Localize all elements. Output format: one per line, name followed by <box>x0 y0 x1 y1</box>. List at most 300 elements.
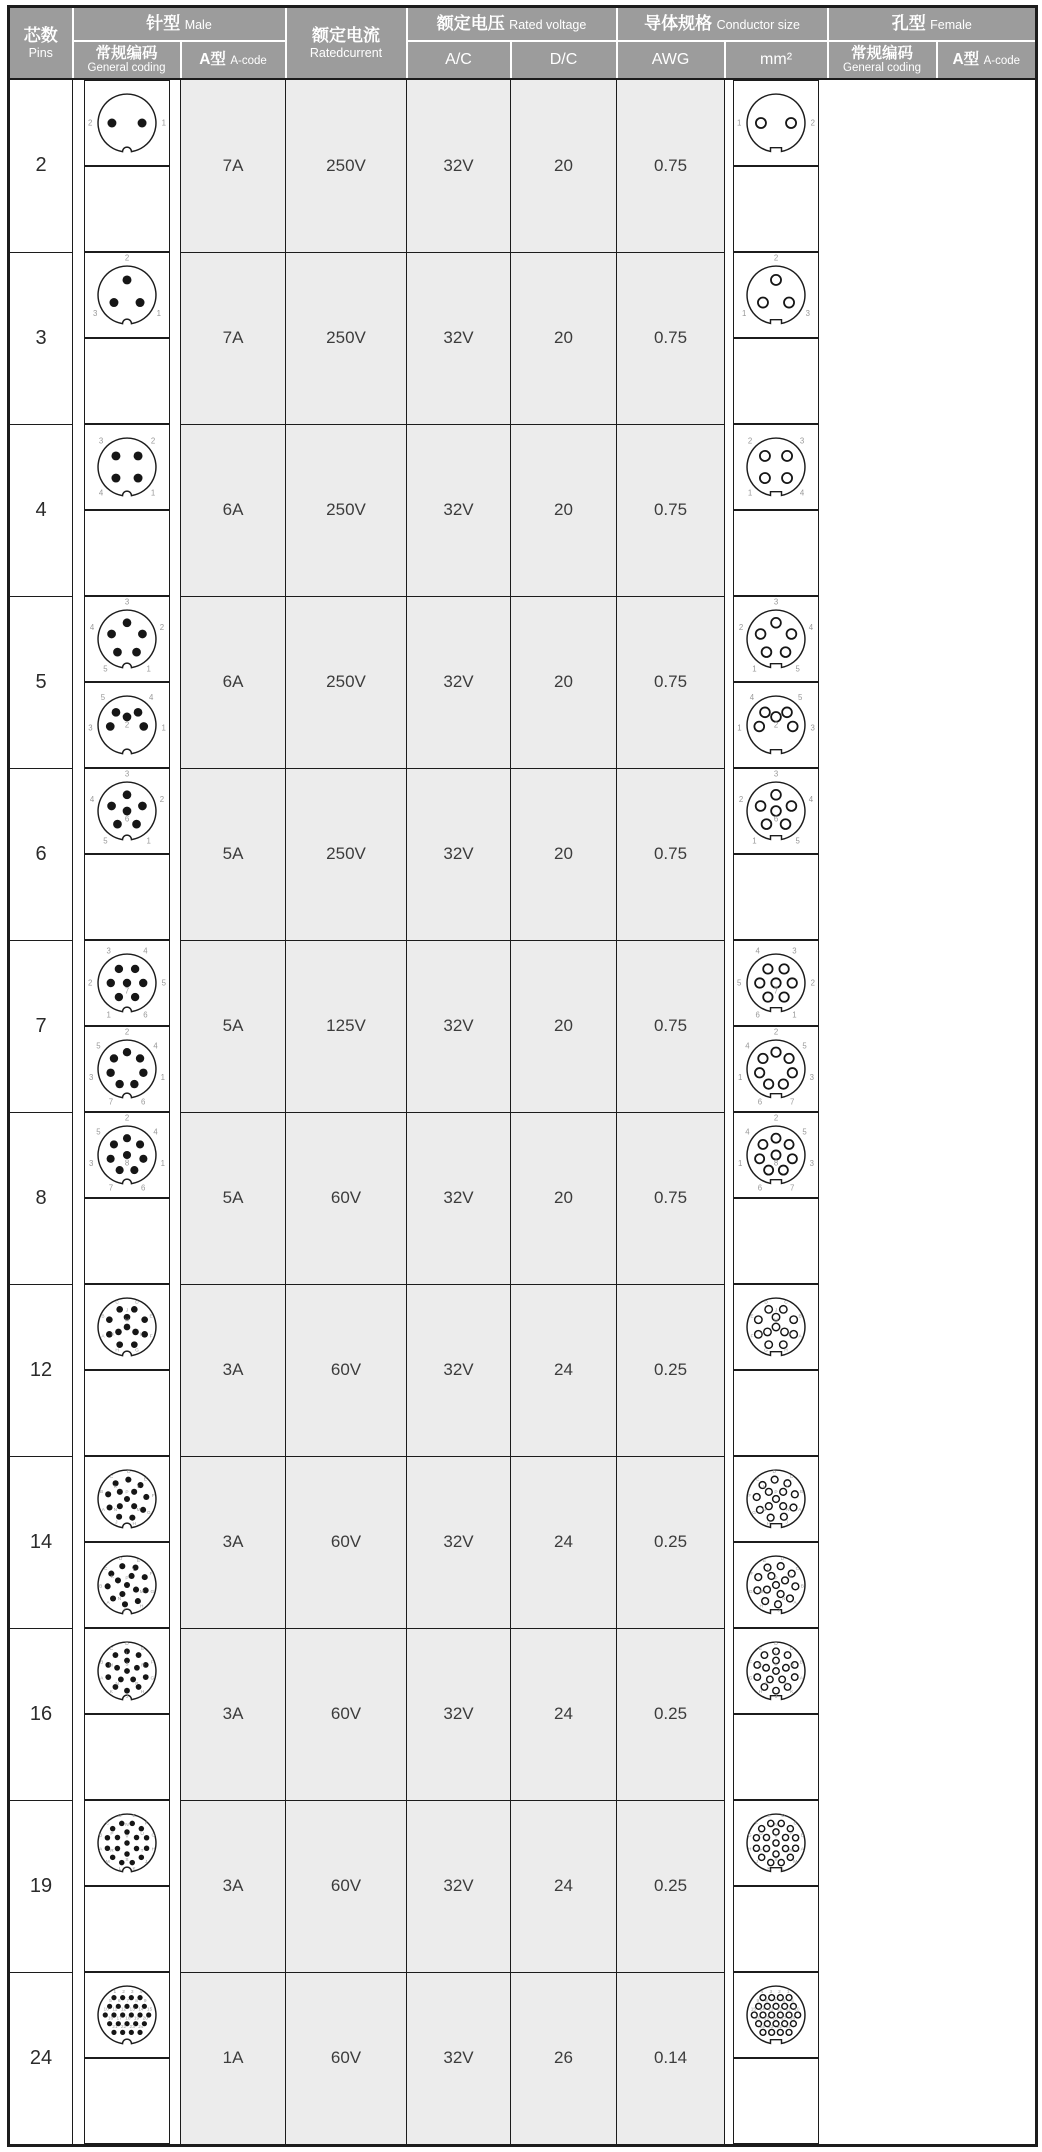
pin-number-label <box>765 1998 768 2004</box>
pin-number-label <box>143 1998 146 2004</box>
ac-voltage-cell: 60V <box>286 1972 407 2146</box>
male-pin-contact <box>139 979 147 987</box>
pin-number-label <box>759 1689 763 1695</box>
ac-voltage-cell: 250V <box>286 768 407 940</box>
pin-number-label <box>133 2015 139 2021</box>
pin-number-label <box>115 1681 119 1687</box>
pins-count-cell: 8 <box>9 1112 73 1284</box>
pin-number-label <box>790 1474 794 1480</box>
pin-number-label <box>803 1041 808 1050</box>
awg-cell: 20 <box>511 79 617 252</box>
male-pin-contact <box>106 1504 112 1510</box>
female-socket-contact <box>785 1652 791 1658</box>
male-pin-contact <box>115 1080 123 1088</box>
pin-number-label <box>751 1314 754 1320</box>
pin-number-label <box>775 1662 778 1668</box>
female-socket-contact <box>763 992 772 1001</box>
female-socket-contact <box>792 1583 799 1590</box>
ac-voltage-cell: 250V <box>286 596 407 768</box>
pin-number-label <box>153 1041 158 1050</box>
pin-number-label <box>786 2024 792 2030</box>
female-socket-contact <box>781 1328 788 1335</box>
male-general-cell <box>84 940 170 1026</box>
pin-number-label <box>811 724 815 733</box>
female-socket-contact <box>780 1306 787 1313</box>
ac-voltage-cell: 60V <box>286 1800 407 1972</box>
female-socket-contact <box>760 473 770 483</box>
pin-number-label <box>99 1832 102 1838</box>
pin-number-label <box>98 489 103 498</box>
male-pin-contact <box>122 1048 130 1056</box>
female-acode-cell <box>733 682 819 768</box>
pin-number-label <box>760 2007 766 2013</box>
pin-number-label <box>108 1184 112 1193</box>
pin-number-label <box>148 693 153 702</box>
pin-number-label <box>139 1989 142 1995</box>
male-pin-contact <box>115 1329 122 1336</box>
male-acode-cell <box>84 854 170 940</box>
pin-number-label <box>146 1510 150 1516</box>
header-pins-en: Pins <box>28 45 53 60</box>
dc-voltage-cell: 32V <box>407 1800 511 1972</box>
male-general-cell <box>84 1456 170 1542</box>
pin-number-label <box>775 1857 778 1863</box>
pins-count-cell: 3 <box>9 252 73 424</box>
rated-current-cell: 3A <box>181 1628 286 1800</box>
male-pin-contact <box>124 1668 130 1674</box>
female-general-cell <box>733 1112 819 1198</box>
pin-number-label <box>150 436 154 445</box>
female-socket-contact <box>758 298 768 308</box>
male-pin-contact <box>132 1329 139 1336</box>
female-socket-contact <box>756 801 766 811</box>
male-pin-contact <box>124 1688 130 1694</box>
male-pin-contact <box>139 1069 147 1077</box>
pins-count-cell: 5 <box>9 596 73 768</box>
female-socket-contact <box>781 647 791 657</box>
female-connector-12pin-diagram <box>734 1285 818 1369</box>
male-pin-contact <box>130 1080 138 1088</box>
male-pin-contact <box>122 618 131 627</box>
pin-number-label <box>775 1834 779 1840</box>
pin-number-label <box>759 1662 763 1668</box>
pin-number-label <box>138 2024 144 2030</box>
male-pin-contact <box>114 993 122 1001</box>
pin-number-label <box>88 1159 92 1168</box>
male-acode-cell <box>84 1714 170 1800</box>
pin-number-label <box>778 1989 781 1995</box>
female-acode-cell <box>733 1886 819 1972</box>
spec-table <box>7 5 1038 2147</box>
pin-number-label <box>792 1010 796 1019</box>
pin-number-label <box>138 2007 144 2013</box>
pin-number-label <box>144 1820 147 1826</box>
male-pin-contact <box>109 1826 115 1832</box>
male-connector-19pin-diagram <box>85 1801 169 1885</box>
pin-number-label <box>118 1813 122 1819</box>
pin-number-label <box>763 1507 767 1513</box>
pin-number-label <box>161 724 165 733</box>
pin-number-label <box>809 795 814 804</box>
pin-number-label <box>774 987 778 996</box>
awg-cell: 24 <box>511 1284 617 1456</box>
pin-number-label <box>125 1694 128 1700</box>
female-socket-contact <box>768 1820 774 1826</box>
mm2-cell: 0.75 <box>617 940 725 1112</box>
male-pin-contact <box>133 1835 139 1841</box>
pin-number-label <box>143 947 148 956</box>
female-acode-cell <box>733 1370 819 1456</box>
mm2-cell: 0.25 <box>617 1284 725 1456</box>
pin-number-label <box>768 2007 774 2013</box>
pin-number-label <box>757 1998 760 2004</box>
female-general-cell <box>733 252 819 338</box>
male-connector-12pin-diagram <box>85 1285 169 1369</box>
spec-row-7pin <box>9 940 1037 1112</box>
pin-number-label <box>775 1490 778 1496</box>
male-connector-7pin-diagram <box>85 1027 169 1111</box>
female-socket-contact <box>787 629 797 639</box>
female-socket-contact <box>773 1668 779 1674</box>
male-pin-contact <box>138 630 147 639</box>
pin-number-label <box>99 1847 103 1853</box>
male-pin-contact <box>106 1069 114 1077</box>
male-pin-contact <box>105 1674 111 1680</box>
pin-number-label <box>110 1831 113 1837</box>
pin-number-label <box>756 1010 760 1019</box>
mm2-cell: 0.14 <box>617 1972 725 2146</box>
female-socket-contact <box>778 1860 784 1866</box>
pin-number-label <box>161 119 165 128</box>
female-socket-contact <box>772 1134 781 1143</box>
pin-number-label <box>786 1520 789 1526</box>
pin-number-label <box>149 1571 152 1577</box>
female-socket-contact <box>760 707 770 717</box>
male-general-cell <box>84 1284 170 1370</box>
male-pin-contact <box>134 1665 140 1671</box>
female-acode-cell <box>733 1026 819 1112</box>
pin-number-label <box>124 815 128 824</box>
pin-number-label <box>785 1348 789 1354</box>
pin-number-label <box>790 1848 794 1854</box>
pin-number-label <box>156 309 160 318</box>
pin-number-label <box>756 1859 759 1865</box>
pin-number-label <box>88 724 92 733</box>
pin-number-label <box>160 1159 164 1168</box>
male-pin-contact <box>141 1574 147 1580</box>
mm2-cell: 0.25 <box>617 1628 725 1800</box>
pin-number-label <box>748 489 752 498</box>
pin-number-label <box>89 623 94 632</box>
pin-number-label <box>777 2024 783 2030</box>
female-socket-contact <box>765 1306 772 1313</box>
female-socket-contact <box>780 964 789 973</box>
male-acode-cell <box>84 1886 170 1972</box>
female-socket-contact <box>764 1845 770 1851</box>
pin-number-label <box>784 1681 788 1687</box>
header-dc: D/C <box>511 41 617 79</box>
female-socket-contact <box>793 1845 799 1851</box>
pin-number-label <box>765 1299 769 1305</box>
pin-number-label <box>124 1028 128 1037</box>
pin-number-label <box>781 1556 785 1562</box>
dc-voltage-cell: 32V <box>407 1112 511 1284</box>
female-socket-contact <box>782 1577 789 1584</box>
pin-number-label <box>101 1314 104 1320</box>
male-pin-contact <box>143 1845 149 1851</box>
pin-number-label <box>737 724 741 733</box>
male-pin-contact <box>121 1601 127 1607</box>
female-socket-contact <box>784 298 794 308</box>
female-acode-cell <box>733 166 819 252</box>
male-connector-14pin-diagram <box>85 1543 169 1627</box>
ac-voltage-cell: 60V <box>286 1112 407 1284</box>
pin-number-label <box>146 836 150 845</box>
pin-number-label <box>124 254 128 263</box>
female-connector-5pin-diagram <box>734 597 818 681</box>
female-socket-contact <box>764 1586 771 1593</box>
pin-number-label <box>806 309 810 318</box>
female-socket-contact <box>755 722 765 732</box>
pin-number-label <box>140 1603 144 1609</box>
pin-number-label <box>133 1567 136 1573</box>
spec-row-2pin <box>9 79 1037 252</box>
male-pin-contact <box>104 1583 110 1589</box>
pin-number-label <box>801 1583 804 1589</box>
male-pin-contact <box>133 474 142 483</box>
pin-number-label <box>140 1831 144 1837</box>
pin-number-label <box>113 1989 116 1995</box>
female-socket-contact <box>795 2012 801 2018</box>
pin-number-label <box>110 1848 114 1854</box>
female-socket-contact <box>786 118 796 128</box>
male-connector-8pin-diagram <box>85 1113 169 1197</box>
male-pin-contact <box>141 1316 148 1323</box>
female-socket-contact <box>788 1068 797 1077</box>
female-socket-contact <box>766 1488 773 1495</box>
pin-number-label <box>120 2007 126 2013</box>
pin-number-label <box>810 1073 814 1082</box>
female-socket-contact <box>779 1166 788 1175</box>
spec-row-16pin <box>9 1628 1037 1800</box>
pin-number-label <box>749 1676 753 1682</box>
spec-row-14pin <box>9 1456 1037 1628</box>
female-socket-contact <box>755 978 764 987</box>
pin-number-label <box>109 1474 113 1480</box>
pin-number-label <box>767 1521 771 1527</box>
pin-number-label <box>125 1641 129 1647</box>
pins-count-cell: 12 <box>9 1284 73 1456</box>
male-pin-contact <box>114 1835 120 1841</box>
header-mm2: mm² <box>725 41 828 79</box>
pin-number-label <box>783 1998 786 2004</box>
pin-number-label <box>790 1184 794 1193</box>
pins-count-cell: 24 <box>9 1972 73 2146</box>
female-socket-contact <box>773 1687 779 1693</box>
female-general-cell <box>733 424 819 510</box>
female-socket-contact <box>778 1820 784 1826</box>
dc-voltage-cell: 32V <box>407 1972 511 2146</box>
pin-number-label <box>105 1859 109 1865</box>
female-socket-contact <box>764 1166 773 1175</box>
female-socket-contact <box>792 1491 799 1498</box>
pin-number-label <box>787 1989 790 1995</box>
pin-number-label <box>159 795 163 804</box>
male-pin-contact <box>113 820 122 829</box>
pin-number-label <box>126 1998 129 2004</box>
pin-number-label <box>774 815 778 824</box>
pin-number-label <box>141 1646 144 1652</box>
female-socket-contact <box>768 1514 775 1521</box>
pin-number-label <box>774 1159 778 1168</box>
pin-number-label <box>751 2007 757 2013</box>
female-connector-24pin-diagram <box>734 1973 818 2057</box>
female-socket-contact <box>768 1860 774 1866</box>
male-pin-contact <box>109 298 118 307</box>
pin-number-label <box>118 1556 122 1562</box>
pin-number-label <box>786 1484 790 1490</box>
pin-number-label <box>756 1477 759 1483</box>
pin-number-label <box>140 1184 144 1193</box>
female-socket-contact <box>755 1154 764 1163</box>
pin-number-label <box>760 1603 764 1609</box>
pin-number-label <box>781 2015 787 2021</box>
male-pin-contact <box>105 722 114 731</box>
pin-number-label <box>149 1314 152 1320</box>
pin-number-label <box>146 664 150 673</box>
female-socket-contact <box>773 1582 780 1589</box>
awg-cell: 20 <box>511 940 617 1112</box>
male-general-cell <box>84 252 170 338</box>
female-socket-contact <box>772 1476 779 1483</box>
pin-number-label <box>106 947 110 956</box>
pin-number-label <box>739 623 743 632</box>
awg-cell: 20 <box>511 596 617 768</box>
male-acode-cell <box>84 1370 170 1456</box>
male-general-cell <box>84 1112 170 1198</box>
male-connector-6pin-diagram <box>85 769 169 853</box>
male-connector-5pin-diagram <box>85 597 169 681</box>
mm2-cell: 0.25 <box>617 1456 725 1628</box>
pin-number-label <box>790 1689 794 1695</box>
male-pin-contact <box>114 965 122 973</box>
pin-number-label <box>125 2015 131 2021</box>
female-socket-contact <box>775 1601 782 1608</box>
pin-number-label <box>763 1558 766 1564</box>
pin-number-label <box>761 1989 764 1995</box>
pin-number-label <box>103 664 108 673</box>
male-pin-contact <box>106 1155 114 1163</box>
female-socket-contact <box>755 1574 762 1581</box>
pin-number-label <box>753 1510 757 1516</box>
female-socket-contact <box>761 1652 767 1658</box>
male-pin-contact <box>130 1166 138 1174</box>
female-general-cell <box>733 1972 819 2058</box>
female-connector-6pin-diagram <box>734 769 818 853</box>
male-pin-contact <box>139 722 148 731</box>
female-socket-contact <box>755 1316 762 1323</box>
spec-row-8pin <box>9 1112 1037 1284</box>
female-socket-contact <box>782 451 792 461</box>
female-socket-contact <box>771 275 781 285</box>
header-ac: A/C <box>407 41 511 79</box>
male-acode-cell <box>84 1542 170 1628</box>
female-general-cell <box>733 1456 819 1542</box>
ac-voltage-cell: 60V <box>286 1284 407 1456</box>
dc-voltage-cell: 32V <box>407 424 511 596</box>
male-acode-cell <box>84 338 170 424</box>
male-pin-contact <box>114 1577 120 1583</box>
pin-number-label <box>132 1813 135 1819</box>
pin-number-label <box>135 1299 139 1305</box>
pin-number-label <box>127 1469 131 1475</box>
pin-number-label <box>135 1998 138 2004</box>
pin-number-label <box>770 1989 773 1995</box>
pin-number-label <box>109 1998 112 2004</box>
spec-row-24pin <box>9 1972 1037 2146</box>
male-pin-contact <box>116 1503 122 1509</box>
pin-number-label <box>794 1600 798 1606</box>
pin-number-label <box>101 1333 105 1339</box>
female-general-cell <box>733 768 819 854</box>
pin-number-label <box>109 1646 113 1652</box>
pin-number-label <box>767 1567 770 1573</box>
pin-number-label <box>774 1028 778 1037</box>
male-pin-contact <box>106 1316 113 1323</box>
pin-number-label <box>800 1659 803 1665</box>
rated-current-cell: 3A <box>181 1456 286 1628</box>
pin-number-label <box>112 2024 118 2030</box>
awg-cell: 24 <box>511 1628 617 1800</box>
awg-cell: 20 <box>511 252 617 424</box>
pin-number-label <box>103 836 108 845</box>
female-connector-14pin-diagram <box>734 1543 818 1627</box>
rated-current-cell: 5A <box>181 768 286 940</box>
female-socket-contact <box>779 1079 788 1088</box>
male-pin-contact <box>129 1821 135 1827</box>
male-pin-contact <box>122 1134 130 1142</box>
pin-number-label <box>768 1813 771 1819</box>
pin-number-label <box>739 795 743 804</box>
awg-cell: 20 <box>511 768 617 940</box>
ac-voltage-cell: 250V <box>286 252 407 424</box>
pin-number-label <box>749 1493 752 1499</box>
dc-voltage-cell: 32V <box>407 1456 511 1628</box>
male-pin-contact <box>142 1674 148 1680</box>
pin-number-label <box>742 309 746 318</box>
ac-voltage-cell: 60V <box>286 1456 407 1628</box>
female-socket-contact <box>760 451 770 461</box>
male-pin-contact <box>129 1860 135 1866</box>
male-pin-contact <box>116 1514 122 1520</box>
awg-cell: 26 <box>511 1972 617 2146</box>
male-pin-contact <box>128 1995 133 2000</box>
pin-number-label <box>124 1159 128 1168</box>
male-pin-contact <box>119 1821 125 1827</box>
male-pin-contact <box>133 451 142 460</box>
pin-number-label <box>764 2015 770 2021</box>
pin-number-label <box>122 1989 125 1995</box>
pin-number-label <box>750 693 755 702</box>
female-socket-contact <box>756 118 766 128</box>
pin-number-label <box>758 1184 762 1193</box>
female-connector-19pin-diagram <box>734 1801 818 1885</box>
female-socket-contact <box>781 1513 788 1520</box>
pin-number-label <box>737 119 741 128</box>
pin-number-label <box>737 979 742 988</box>
pin-number-label <box>789 1574 793 1580</box>
dc-voltage-cell: 32V <box>407 1628 511 1800</box>
